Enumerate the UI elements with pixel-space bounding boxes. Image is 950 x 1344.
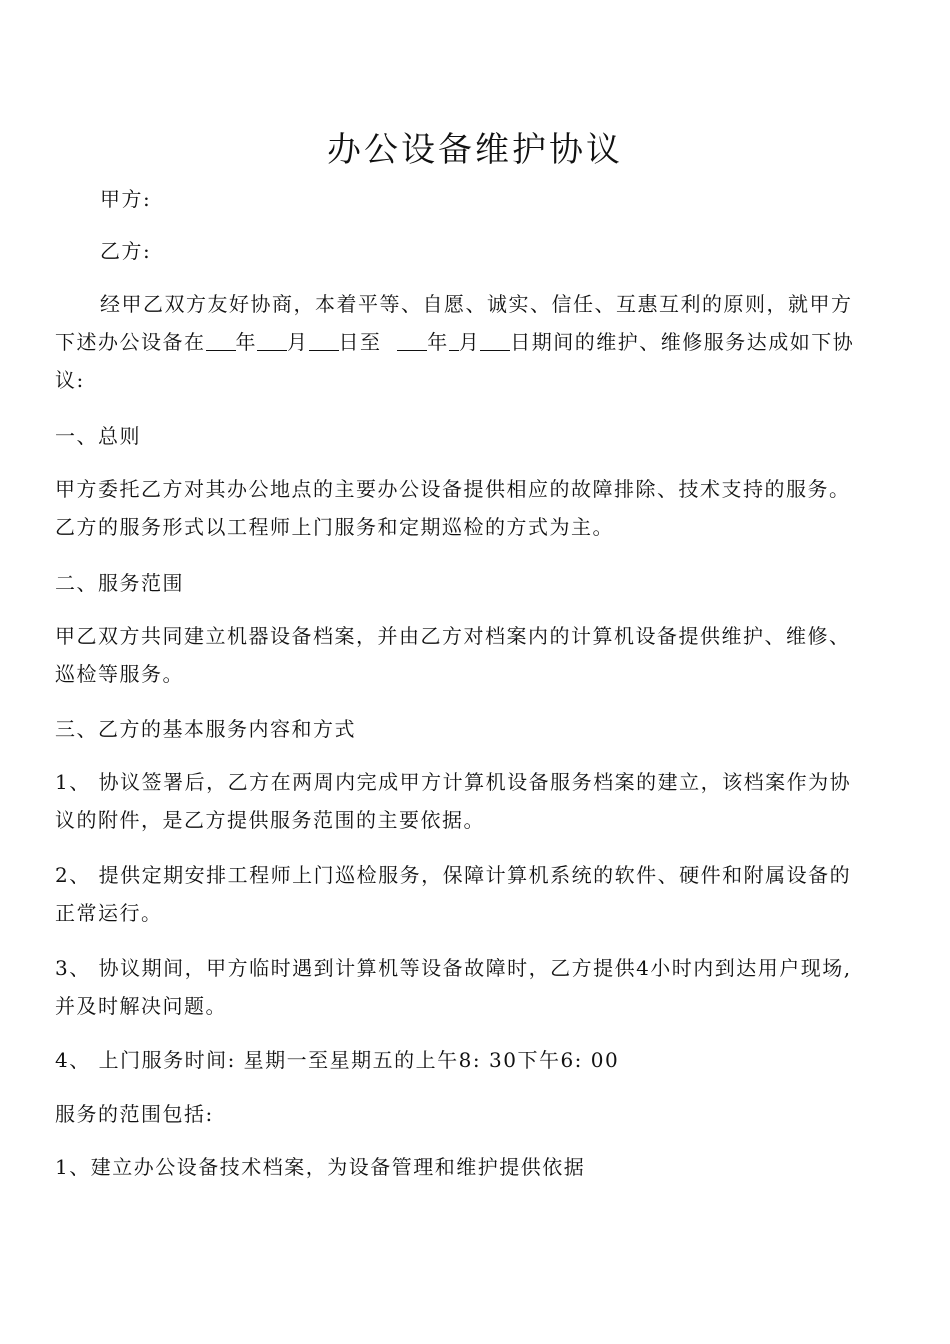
intro-line-2 — [55, 324, 900, 360]
range-heading: 服务的范围包括: — [55, 1102, 214, 1126]
item-2-line-1: 2、 提供定期安排工程师上门巡检服务，保障计算机系统的软件、硬件和附属设备的 — [55, 863, 852, 887]
scope-line-1: 甲乙双方共同建立机器设备档案，并由乙方对档案内的计算机设备提供维护、维修、 — [55, 624, 851, 648]
range-item-1: 1、建立办公设备技术档案，为设备管理和维护提供依据 — [55, 1155, 586, 1179]
intro-line-1: 经甲乙双方友好协商，本着平等、自愿、诚实、信任、互惠互利的原则，就甲方 — [100, 292, 853, 316]
day-blank-2 — [480, 328, 510, 351]
day-to-label: 日至 — [338, 330, 382, 354]
month-blank — [257, 328, 287, 351]
party-a-label: 甲方: — [100, 187, 152, 211]
document-title: 办公设备维护协议 — [327, 130, 623, 170]
party-b-label: 乙方: — [100, 239, 152, 263]
item-4-line-1: 4、 上门服务时间: 星期一至星期五的上午8: 30下午6: 00 — [55, 1048, 620, 1072]
item-2-line-2: 正常运行。 — [55, 901, 163, 925]
month-blank-2 — [449, 328, 459, 351]
section-general-heading: 一、总则 — [55, 424, 141, 448]
item-1-line-2: 议的附件，是乙方提供服务范围的主要依据。 — [55, 808, 485, 832]
intro-line-3: 议: — [55, 368, 85, 392]
section-basic-heading: 三、乙方的基本服务内容和方式 — [55, 717, 356, 741]
scope-line-2: 巡检等服务。 — [55, 662, 184, 686]
year-blank — [206, 328, 236, 351]
intro-prefix: 下述办公设备在 — [55, 330, 206, 354]
year-label: 年 — [235, 330, 257, 354]
item-1-line-1: 1、 协议签署后，乙方在两周内完成甲方计算机设备服务档案的建立，该档案作为协 — [55, 770, 852, 794]
intro-suffix: 日期间的维护、维修服务达成如下协 — [510, 330, 855, 354]
section-scope-heading: 二、服务范围 — [55, 571, 184, 595]
month-label-2: 月 — [458, 330, 481, 354]
general-line-2: 乙方的服务形式以工程师上门服务和定期巡检的方式为主。 — [55, 515, 614, 539]
item-3-line-1: 3、 协议期间，甲方临时遇到计算机等设备故障时，乙方提供4小时内到达用户现场, — [55, 956, 852, 980]
year-label-2: 年 — [427, 330, 449, 354]
year-blank-2 — [397, 328, 427, 351]
item-3-line-2: 并及时解决问题。 — [55, 994, 227, 1018]
day-blank — [309, 328, 339, 351]
month-label: 月 — [287, 330, 309, 354]
general-line-1: 甲方委托乙方对其办公地点的主要办公设备提供相应的故障排除、技术支持的服务。 — [55, 477, 851, 501]
